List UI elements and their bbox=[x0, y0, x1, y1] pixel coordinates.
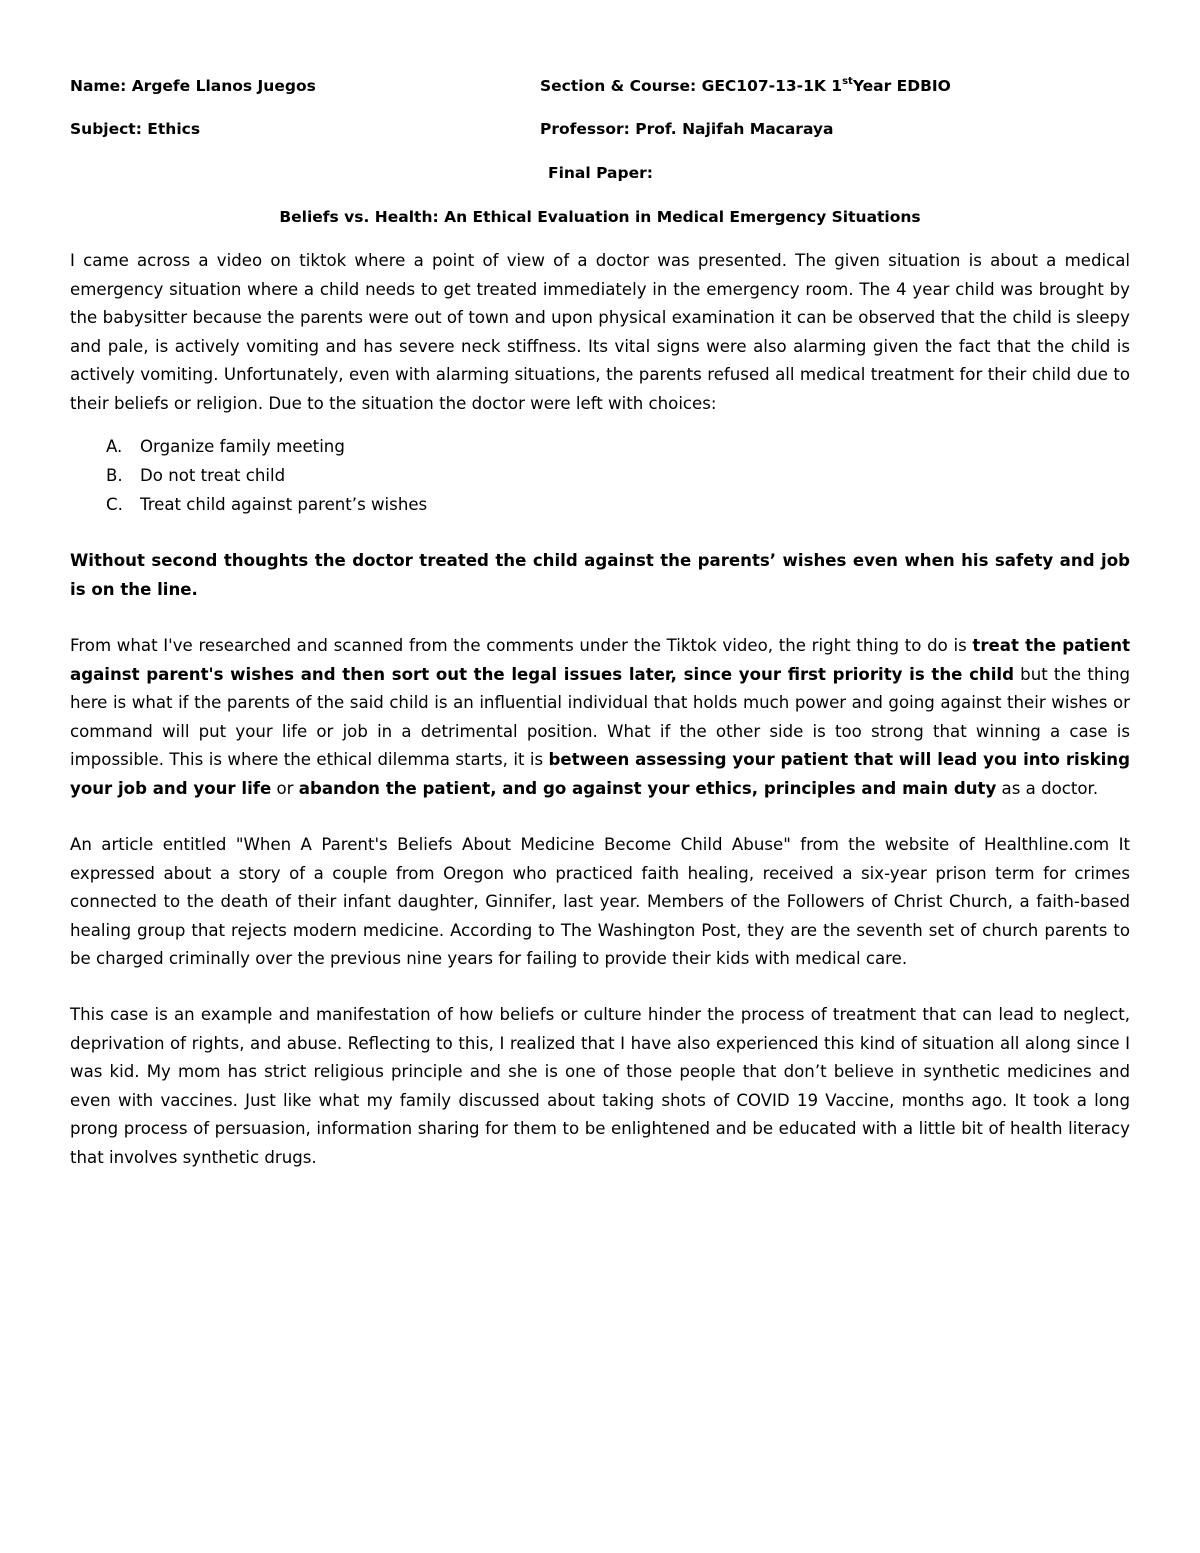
paragraph-reflection: This case is an example and manifestation of how beliefs or culture hinder the process of treatment that can lead to neglect, deprivation of rights, and abuse. Reflecting to this, I realized that I have also experienced this kind of situation all along since I was kid. My mom has strict religious principle and she is one of those people that don’t believe in synthetic medicines and even with vaccines. Just like what my family discussed about taking shots of COVID 19 Vaccine, months ago. It took a long prong process of persuasion, information sharing for them to be enlightened and be educated with a little bit of health literacy that involves synthetic drugs. bbox=[70, 1005, 1130, 1167]
professor: Professor: Prof. Najifah Macaraya bbox=[540, 120, 834, 138]
paper-title: Beliefs vs. Health: An Ethical Evaluation in Medical Emergency Situations bbox=[279, 208, 921, 226]
list-text: Treat child against parent’s wishes bbox=[140, 495, 428, 514]
list-text: Organize family meeting bbox=[140, 437, 345, 456]
section-course-superscript: st bbox=[842, 75, 853, 87]
subject: Subject: Ethics bbox=[70, 120, 201, 138]
section-course-suffix: Year EDBIO bbox=[852, 77, 951, 95]
list-item bbox=[70, 490, 1130, 519]
list-item bbox=[70, 461, 1130, 490]
section-course bbox=[540, 76, 951, 96]
text-run: From what I've researched and scanned from the comments under the Tiktok video, the right thing to do is bbox=[70, 636, 973, 655]
paragraph-intro: I came across a video on tiktok where a point of view of a doctor was presented. The given situation is about a medical emergency situation where a child needs to get treated immediately in the emergency room. The 4 year child was brought by the babysitter because the parents were out of town and upon physical examination it can be observed that the child is sleepy and pale, is actively vomiting and has severe neck stiffness. Its vital signs were also alarming given the fact that the child is actively vomiting. Unfortunately, even with alarming situations, the parents refused all medical treatment for their child due to their beliefs or religion. Due to the situation the doctor were left with choices: bbox=[70, 251, 1130, 413]
list-marker: A. bbox=[106, 437, 123, 456]
bold-run: abandon the patient, and go against your ethics, principles and main duty bbox=[298, 778, 997, 798]
list-item bbox=[70, 432, 1130, 461]
bold-run: treat the patient against parent's wishes and then sort out the legal issues later, since your first priority is the child bbox=[70, 636, 1130, 684]
paragraph-article: An article entitled "When A Parent's Beliefs About Medicine Become Child Abuse" from the website of Healthline.com It expressed about a story of a couple from Oregon who practiced faith healing, received a six-year prison term for crimes connected to the death of their infant daughter, Ginnifer, last year. Members of the Followers of Christ Church, a faith-based healing group that rejects modern medicine. According to The Washington Post, they are the seventh set of church parents to be charged criminally over the previous nine years for failing to provide their kids with medical care. bbox=[70, 835, 1130, 968]
paragraph-bold-statement: Without second thoughts the doctor treated the child against the parents’ wishes even when his safety and job is on the line. bbox=[70, 551, 1130, 599]
list-marker: B. bbox=[106, 466, 123, 485]
list-text: Do not treat child bbox=[140, 466, 286, 485]
choices-list bbox=[70, 432, 1130, 519]
list-marker: C. bbox=[106, 495, 123, 514]
text-run: but the thing here is what if the parents of the said child is an influential individual that holds much power and going against their wishes or command will put your life or job in a detrimental position. What if the other side is too strong that winning a case is impossible. This is where the ethical dilemma starts, it is bbox=[70, 664, 1131, 769]
text-run: or bbox=[271, 778, 299, 798]
bold-run: between assessing your patient that will lead you into risking your job and your life bbox=[70, 750, 1130, 798]
paragraph-dilemma bbox=[70, 632, 1130, 803]
student-name: Name: Argefe Llanos Juegos bbox=[70, 77, 316, 95]
paper-label: Final Paper: bbox=[548, 164, 653, 182]
section-course-prefix: Section & Course: GEC107-13-1K 1 bbox=[540, 77, 843, 95]
text-run: as a doctor. bbox=[996, 778, 1099, 798]
